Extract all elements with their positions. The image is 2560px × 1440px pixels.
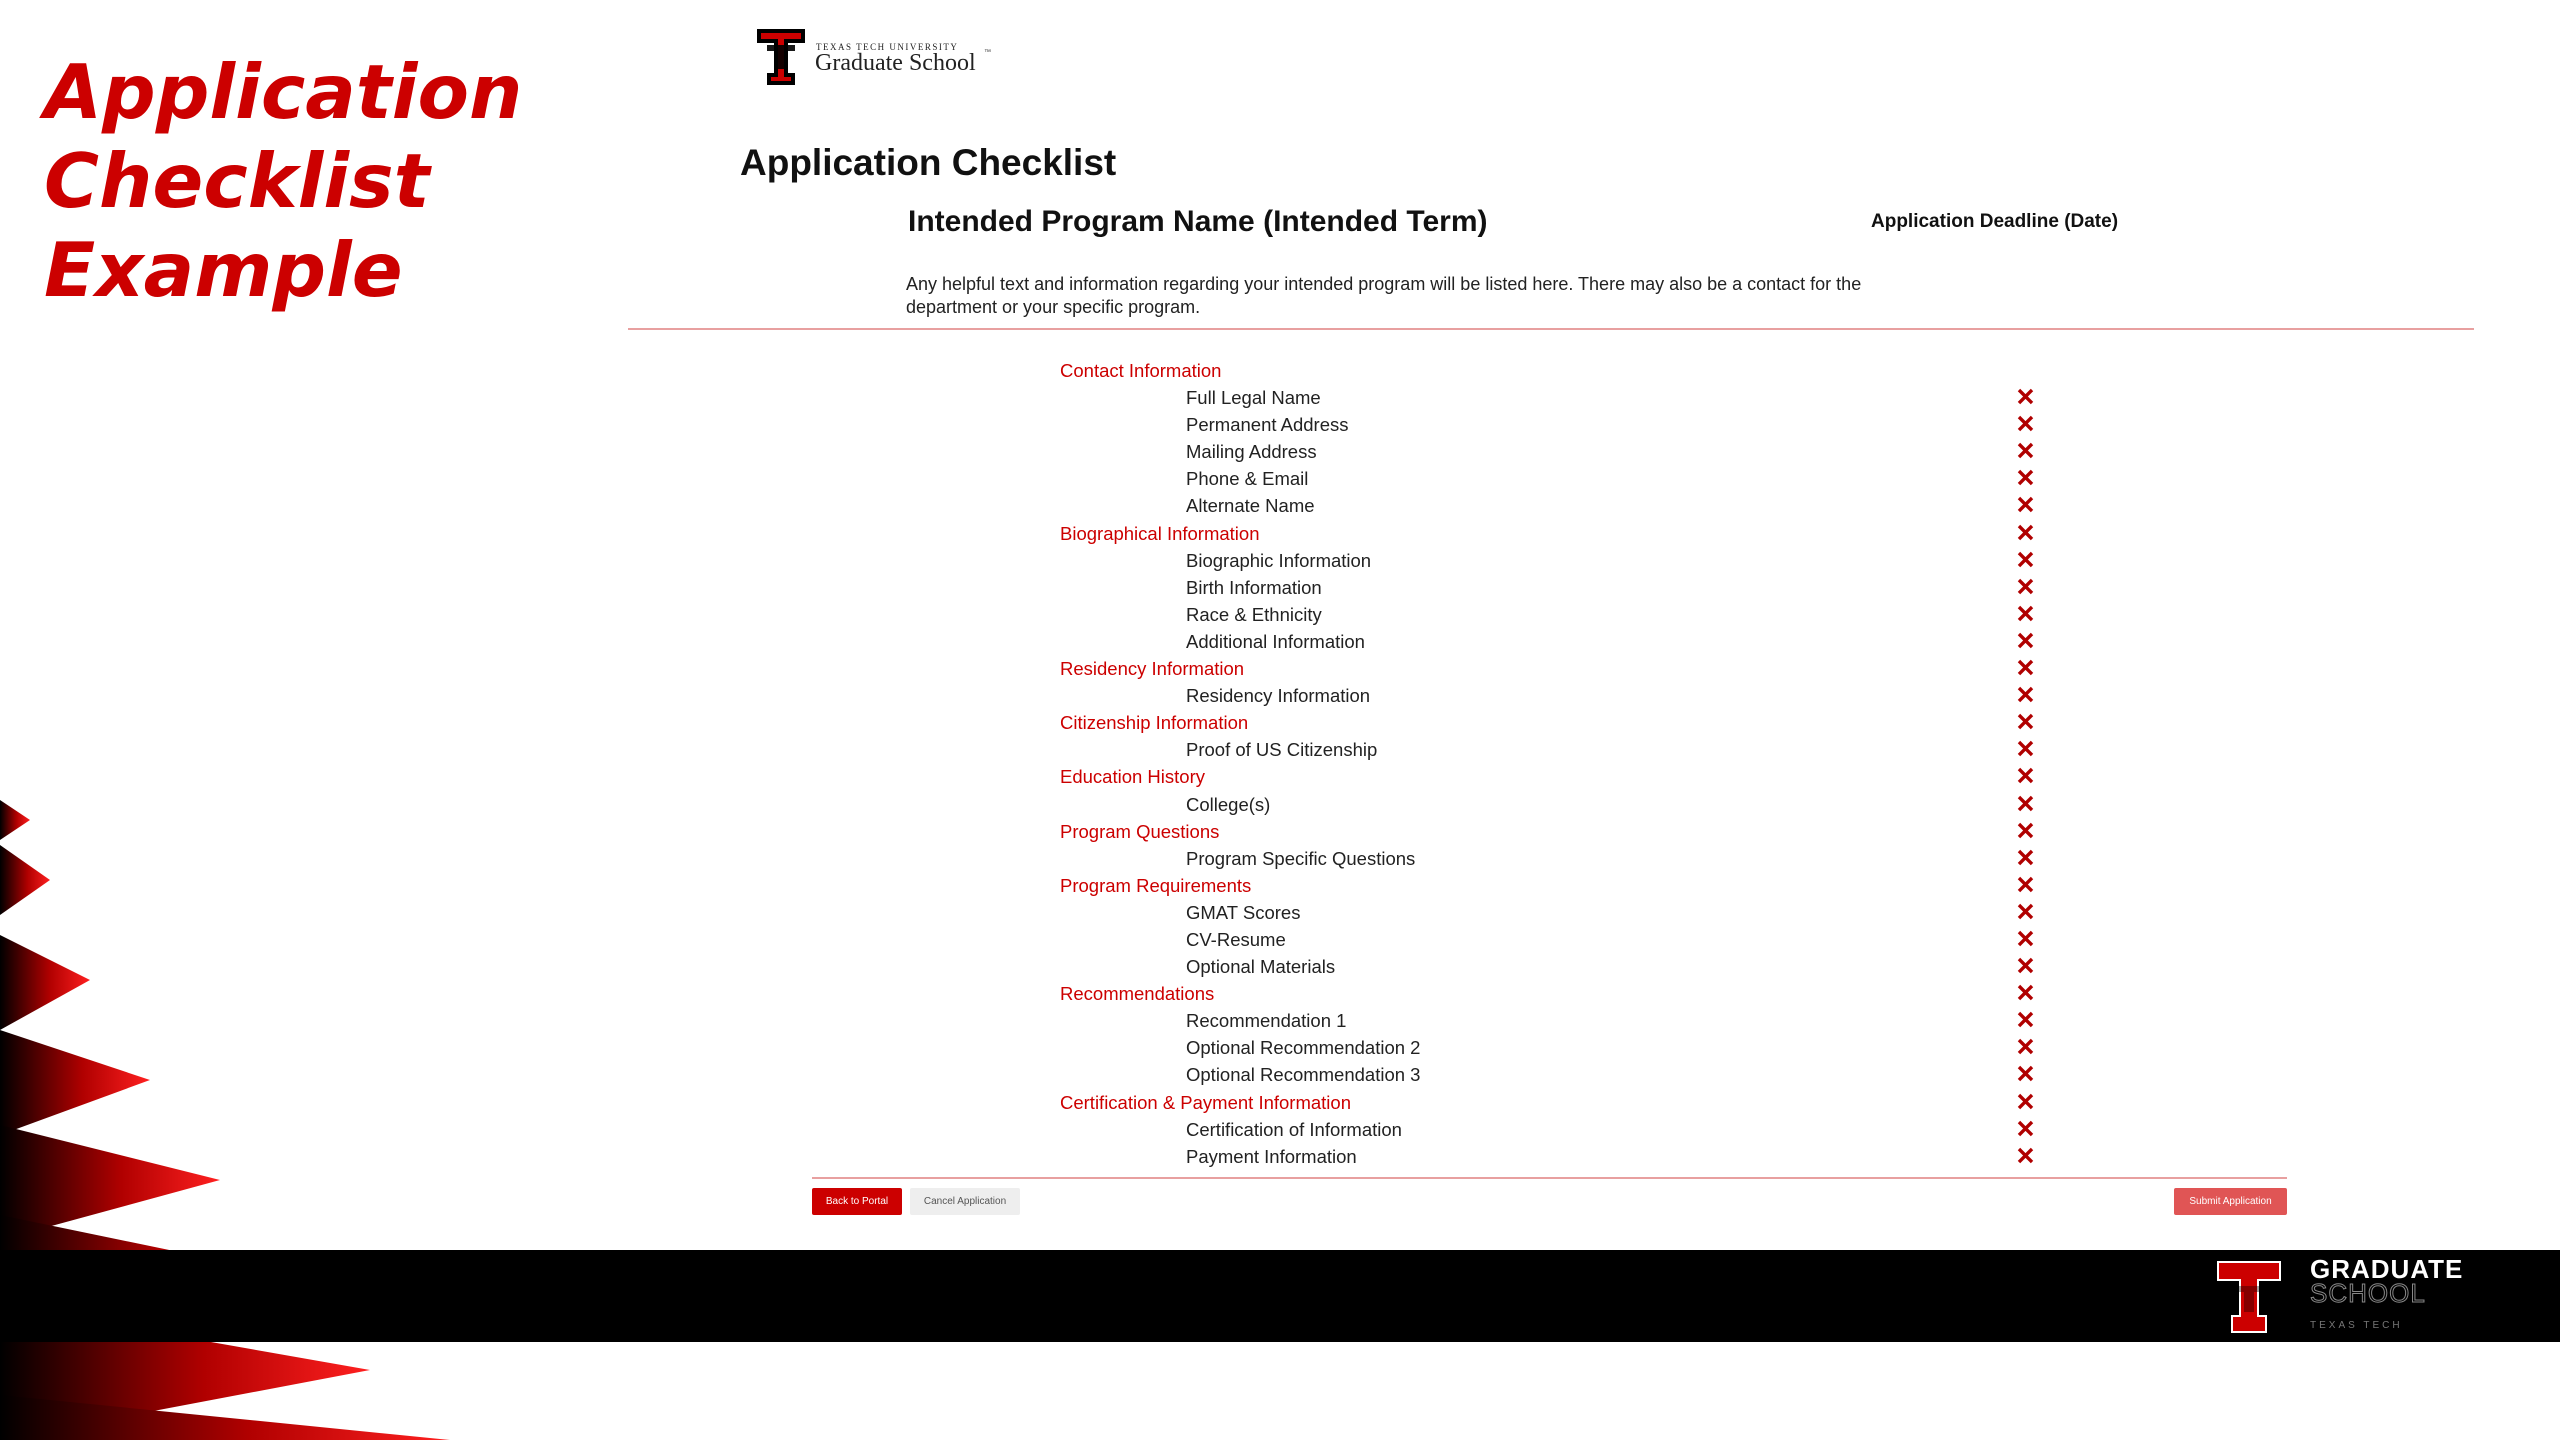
checklist-section[interactable] [1060,357,2040,384]
x-mark-icon [2017,388,2034,405]
x-mark-icon [2017,957,2034,974]
x-mark-icon [2017,930,2034,947]
checklist-item[interactable] [1060,411,2040,438]
x-mark-icon [2017,442,2034,459]
slide-title-line: Checklist [44,137,430,225]
x-mark-icon [2017,984,2034,1001]
x-mark-icon [2017,876,2034,893]
checklist-item[interactable] [1060,1143,2040,1170]
checklist-item[interactable] [1060,574,2040,601]
section-label[interactable]: Citizenship Information [1060,712,1249,734]
item-label[interactable]: Race & Ethnicity [1186,603,1322,625]
checklist-item[interactable] [1060,926,2040,953]
x-mark-icon [2017,1038,2034,1055]
x-mark-icon [2017,740,2034,757]
application-deadline: Application Deadline (Date) [1871,211,2119,232]
x-mark-icon [2017,578,2034,595]
item-label[interactable]: Residency Information [1186,685,1371,707]
item-label[interactable]: Additional Information [1186,630,1365,652]
item-label[interactable]: Certification of Information [1186,1118,1402,1140]
logo-school-text: Graduate School [815,50,976,76]
x-mark-icon [2017,1147,2034,1164]
x-mark-icon [2017,713,2034,730]
checklist-section[interactable] [1060,818,2040,845]
checklist-item[interactable] [1060,547,2040,574]
checklist-item[interactable] [1060,953,2040,980]
footer-logo-line: SCHOOL [2310,1278,2426,1308]
graduate-school-footer-logo [2212,1254,2492,1338]
checklist-section[interactable] [1060,763,2040,790]
checklist-item[interactable] [1060,1116,2040,1143]
x-mark-icon [2017,1093,2034,1110]
x-mark-icon [2017,903,2034,920]
checklist-section[interactable] [1060,709,2040,736]
x-mark-icon [2017,632,2034,649]
section-label[interactable]: Program Questions [1060,820,1220,842]
checklist-item[interactable] [1060,384,2040,411]
double-t-icon [2214,1256,2284,1338]
x-mark-icon [2017,767,2034,784]
item-label[interactable]: Alternate Name [1186,495,1315,517]
double-t-icon [755,25,807,89]
checklist-item[interactable] [1060,736,2040,763]
program-helper-text: Any helpful text and information regarding your intended program will be listed here. There may also be a contact for the department or your specific program. [906,274,1862,317]
x-mark-icon [2017,415,2034,432]
section-label[interactable]: Residency Information [1060,658,1245,680]
item-label[interactable]: Phone & Email [1186,468,1309,490]
divider [628,328,2474,330]
checklist-section[interactable] [1060,872,2040,899]
x-mark-icon [2017,659,2034,676]
cancel-application-button[interactable]: Cancel Application [910,1188,1020,1215]
back-to-portal-button[interactable]: Back to Portal [812,1188,902,1215]
checklist-section[interactable] [1060,1089,2040,1116]
x-mark-icon [2017,686,2034,703]
item-label[interactable]: Program Specific Questions [1186,847,1416,869]
section-label[interactable]: Program Requirements [1060,874,1252,896]
item-label[interactable]: Optional Recommendation 2 [1186,1037,1421,1059]
checklist-item[interactable] [1060,601,2040,628]
x-mark-icon [2017,1011,2034,1028]
item-label[interactable]: Birth Information [1186,576,1322,598]
divider [812,1177,2287,1179]
item-label[interactable]: Proof of US Citizenship [1186,739,1378,761]
ttu-graduate-school-logo [755,25,1015,89]
x-mark-icon [2017,1065,2034,1082]
item-label[interactable]: Mailing Address [1186,441,1317,463]
section-label[interactable]: Recommendations [1060,983,1215,1005]
x-mark-icon [2017,551,2034,568]
checklist-item[interactable] [1060,791,2040,818]
slide-title-line: Example [44,226,403,314]
section-label[interactable]: Certification & Payment Information [1060,1091,1351,1113]
checklist-item[interactable] [1060,1061,2040,1088]
page-heading: Application Checklist [740,142,1117,183]
checklist-item[interactable] [1060,465,2040,492]
item-label[interactable]: Permanent Address [1186,414,1349,436]
footer-logo-line: GRADUATE [2310,1254,2464,1284]
checklist-section[interactable] [1060,520,2040,547]
checklist-item[interactable] [1060,899,2040,926]
x-mark-icon [2017,524,2034,541]
section-label[interactable]: Contact Information [1060,360,1222,381]
slide-title-line: Application [44,48,523,136]
section-label[interactable]: Biographical Information [1060,522,1260,544]
x-mark-icon [2017,605,2034,622]
x-mark-icon [2017,496,2034,513]
logo-trademark: ™ [984,49,991,56]
section-label[interactable]: Education History [1060,766,1205,788]
slide-title [44,48,604,315]
x-mark-icon [2017,1120,2034,1137]
checklist-item[interactable] [1060,438,2040,465]
footer-bar [0,1250,2560,1342]
x-mark-icon [2017,795,2034,812]
checklist [1060,357,2040,1170]
checklist-item[interactable] [1060,492,2040,519]
checklist-section[interactable] [1060,655,2040,682]
checklist-item[interactable] [1060,682,2040,709]
x-mark-icon [2017,849,2034,866]
checklist-item[interactable] [1060,845,2040,872]
item-label[interactable]: Full Legal Name [1186,387,1321,409]
checklist-item[interactable] [1060,1034,2040,1061]
item-label[interactable]: GMAT Scores [1186,901,1301,923]
item-label[interactable]: College(s) [1186,793,1271,815]
item-label[interactable]: Recommendation 1 [1186,1010,1347,1032]
footer-logo-line: TEXAS TECH [2310,1320,2403,1331]
checklist-item[interactable] [1060,628,2040,655]
checklist-section[interactable] [1060,980,2040,1007]
item-label[interactable]: Biographic Information [1186,549,1372,571]
item-label[interactable]: CV-Resume [1186,928,1286,950]
logo-university-text: TEXAS TECH UNIVERSITY [816,42,959,52]
item-label[interactable]: Payment Information [1186,1145,1357,1167]
submit-application-button[interactable]: Submit Application [2174,1188,2287,1215]
x-mark-icon [2017,822,2034,839]
program-name: Intended Program Name (Intended Term) [908,205,1488,238]
checklist-item[interactable] [1060,1007,2040,1034]
x-mark-icon [2017,469,2034,486]
item-label[interactable]: Optional Materials [1186,956,1336,978]
item-label[interactable]: Optional Recommendation 3 [1186,1064,1421,1086]
